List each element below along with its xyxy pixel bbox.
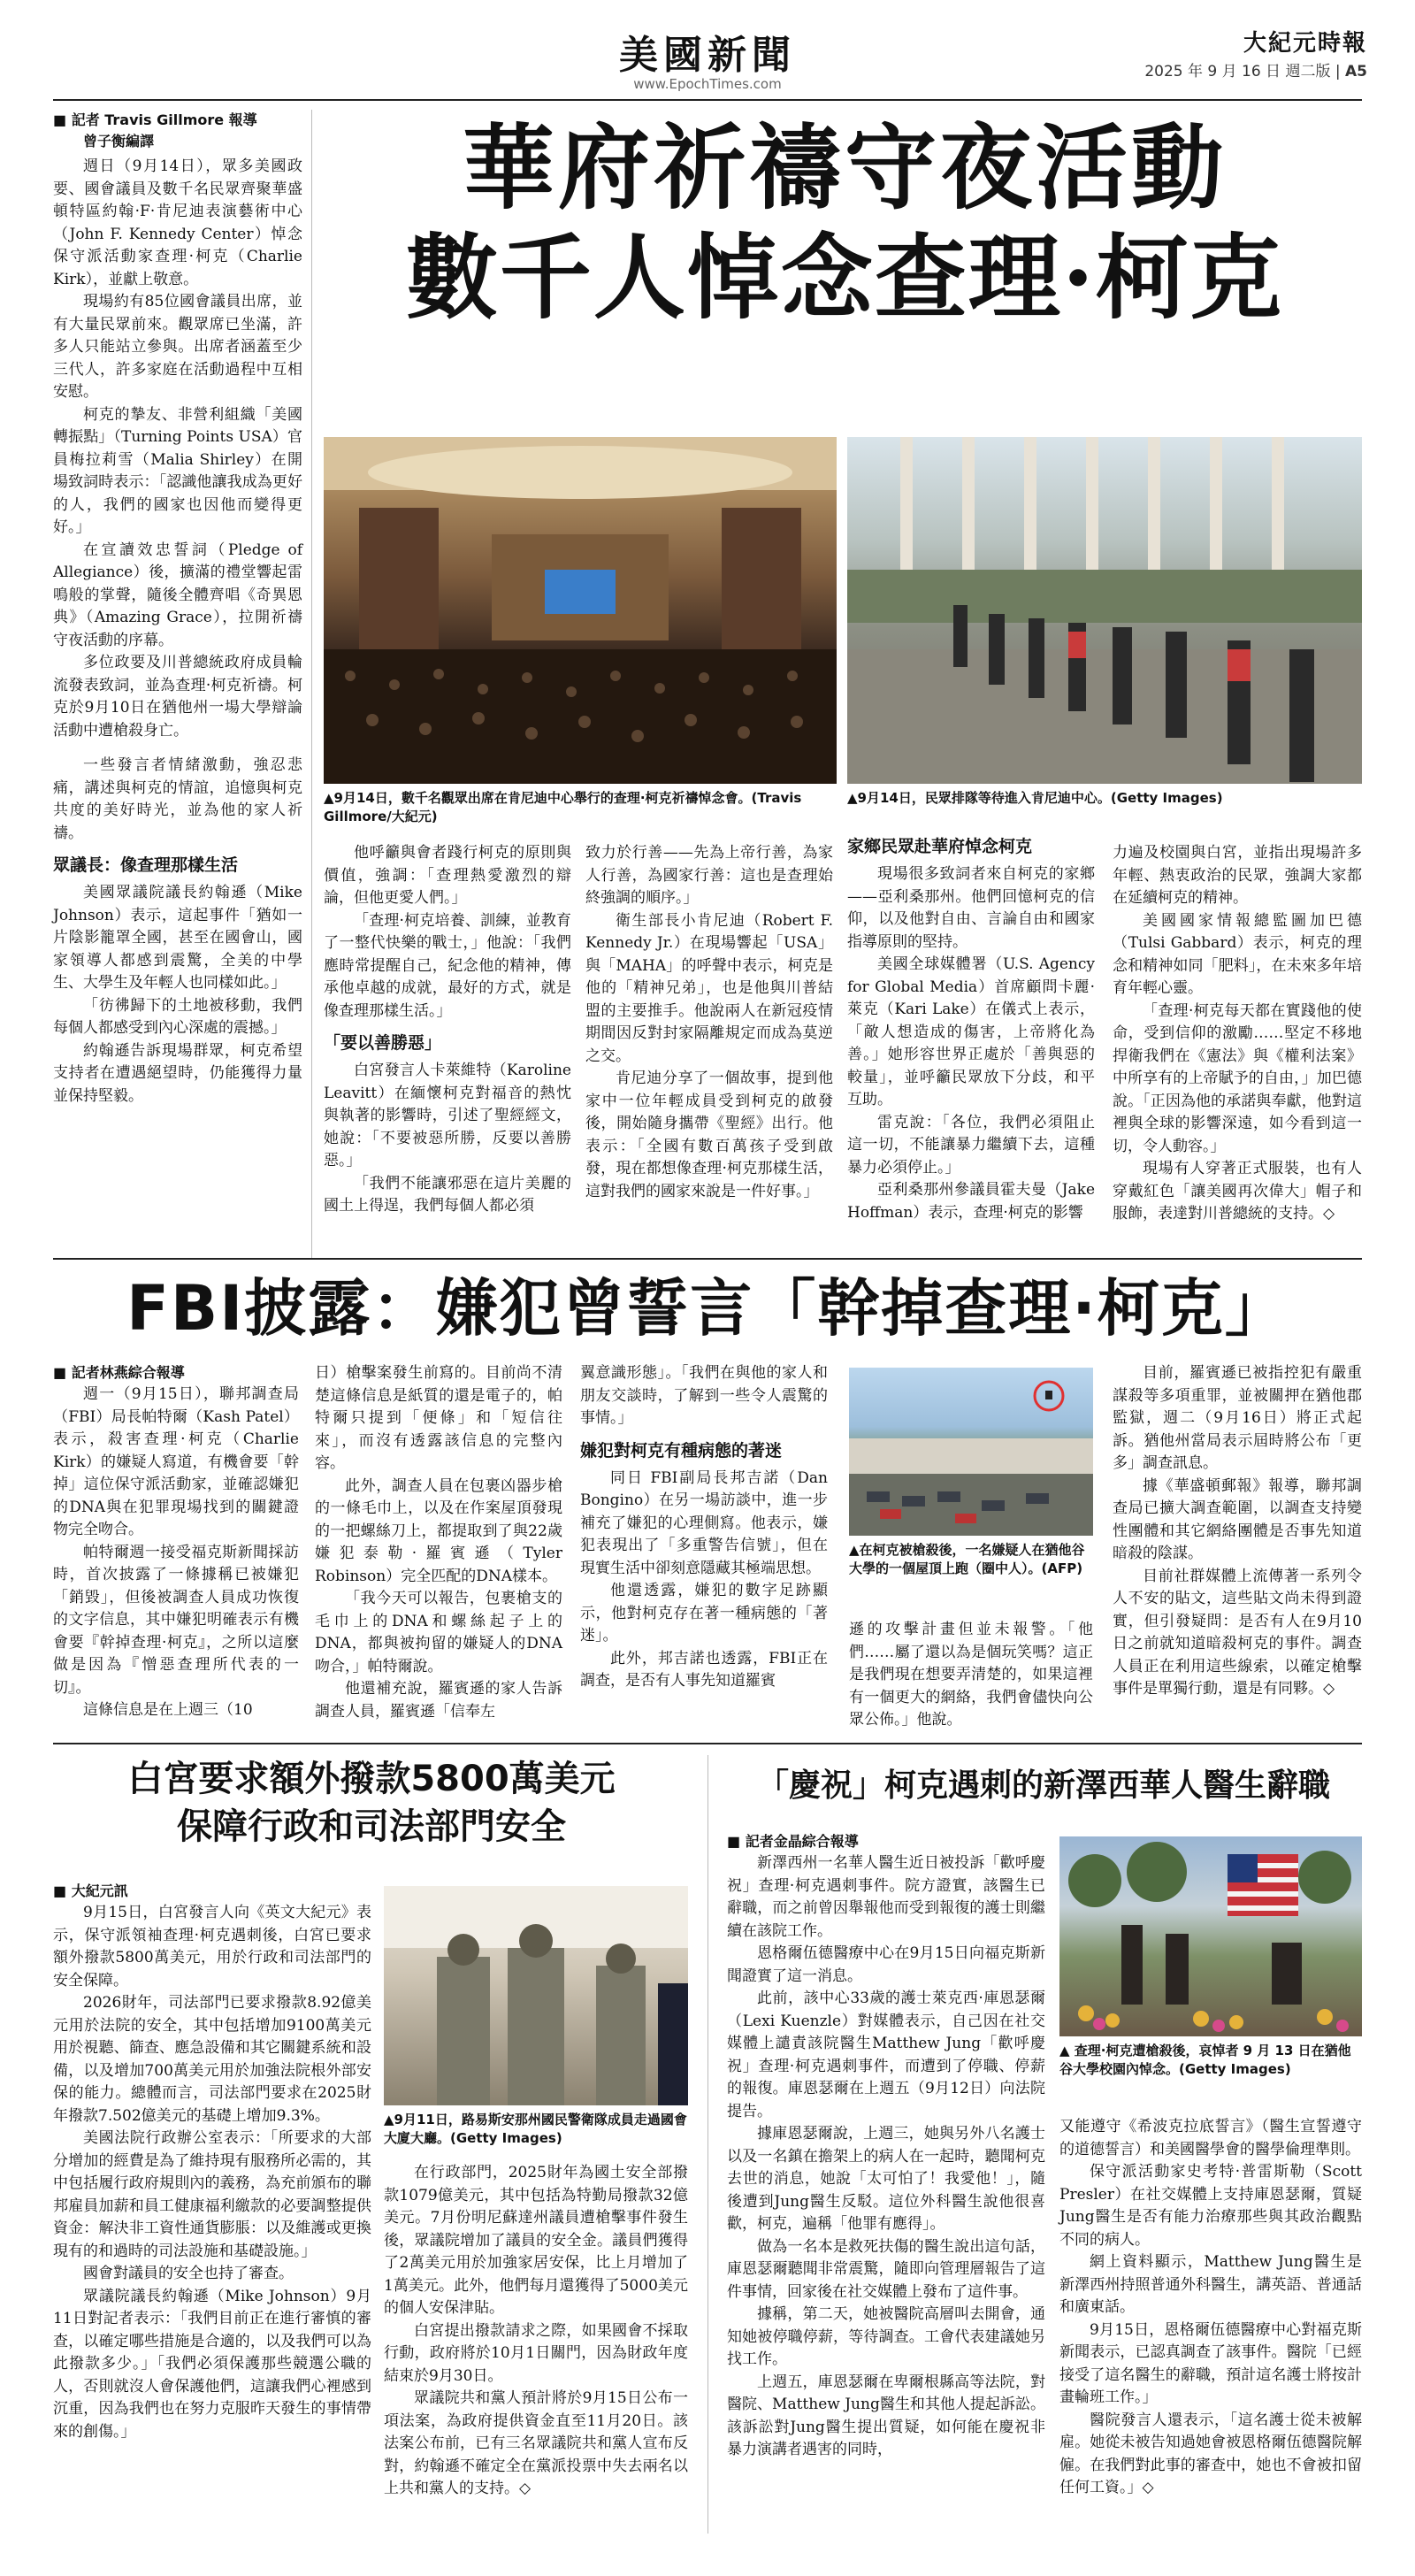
section-title: 美國新聞 bbox=[619, 33, 796, 78]
a1-para: 力遍及校園與白宮，並指出現場許多年輕、熱衷政治的民眾，強調大家都在延續柯克的精神。 bbox=[1113, 844, 1362, 907]
a1-caption-1: ▲9月14日，數千名觀眾出席在肯尼迪中心舉行的查理·柯克祈禱悼念會。(Travis Gillmore/大紀元) bbox=[324, 790, 802, 824]
a4-para: 新澤西州一名華人醫生近日被投訴「歡呼慶祝」查理·柯克遇刺事件。院方證實，該醫生已辭職，而之前曾因舉報他而受到報復的護士則繼續在該院工作。 bbox=[727, 1854, 1045, 1940]
a1-translator: 曾子衡編譯 bbox=[83, 133, 155, 150]
a2-para: 他還透露，嫌犯的數字足跡顯示，他對柯克存在著一種病態的「著迷」。 bbox=[580, 1582, 828, 1644]
a1-para: 衛生部長小肯尼迪（Robert F. Kennedy Jr.）在現場響起「USA」與「MAHA」的呼聲中表示，柯克是他的「精神兄弟」，也是他與川普結盟的主要推手。他說兩人在新冠疫情期間因反對封家隔離規定而成為莫逆之交。 bbox=[585, 911, 833, 1065]
a1-para: 肯尼迪分享了一個故事，提到他家中一位年輕成員受到柯克的啟發後，開始隨身攜帶《聖經》出行。他表示：「全國有數百萬孩子受到啟發，現在都想像查理·柯克那樣生活，這對我們的國家來說是一件好事。」 bbox=[585, 1070, 833, 1200]
a1-para: 美國全球媒體署（U.S. Agency for Global Media）首席顧問卡麗·萊克（Kari Lake）在儀式上表示，「敵人想造成的傷害，上帝將化為善。」她形容世界正處於「善與惡的較量」，並呼籲民眾放下分歧，和平互助。 bbox=[847, 955, 1095, 1108]
a3-para: 眾議院共和黨人預計將於9月15日公布一項法案，為政府提供資金直至11月20日。該法案公布前，已有三名眾議院共和黨人宣布反對，約翰遜不確定全在黨派投票中失去兩名以上共和黨人的支持。◇ bbox=[384, 2389, 688, 2497]
a3-para: 美國法院行政辦公室表示：「所要求的大部分增加的經費是為了維持現有服務所必需的，其中包括履行政府規則內的義務，為充前頒布的聯邦雇員加薪和員工健康福利繳款的必要調整提供資金：解決非工資性通貨膨脹：以及維護或更換現有的和過時的司法設施和基礎設施。」 bbox=[53, 2129, 371, 2260]
a4-byline: ■ 記者金晶綜合報導 bbox=[727, 1833, 859, 1850]
a4-para: 做為一名本是救死扶傷的醫生說出這句話，庫恩瑟爾聽聞非常震驚，隨即向管理層報告了這件事情，回家後在社交媒體上發布了這件事。 bbox=[727, 2237, 1045, 2301]
a2-para: 遜的攻擊計畫但並未報警。「他們……屬了還以為是個玩笑嗎？這正是我們現在想要弄清楚的，如果這裡有一個更大的網絡，我們會儘快向公眾公佈。」他說。 bbox=[849, 1621, 1093, 1729]
a4-col1 bbox=[727, 1831, 1045, 2462]
a1-para: 致力於行善——先為上帝行善，為家人行善，為國家行善：這也是查理始終強調的順序。」 bbox=[585, 844, 833, 907]
date-text: 2025 年 9 月 16 日 週二版 bbox=[1144, 63, 1331, 80]
a4-headline: 「慶祝」柯克遇刺的新澤西華人醫生辭職 bbox=[756, 1767, 1330, 1804]
issue-date: 2025 年 9 月 16 日 週二版 | A5 bbox=[1144, 63, 1367, 80]
a3-col2 bbox=[384, 2162, 688, 2501]
a1-para: 「我們不能讓邪惡在這片美麗的國土上得逞，我們每個人都必須 bbox=[324, 1174, 571, 1215]
page-number: A5 bbox=[1345, 63, 1367, 80]
a2-para: 此外，邦吉諾也透露，FBI正在調查，是否有人事先知道羅賓 bbox=[580, 1649, 828, 1690]
a1-subhead-3: 家鄉民眾赴華府悼念柯克 bbox=[847, 837, 1033, 856]
a4-para: 9月15日，恩格爾伍德醫療中心對福克斯新聞表示，已認真調查了該事件。醫院「已經接受了這名醫生的辭職，預計這名護士將按計畫輪班工作。」 bbox=[1059, 2320, 1362, 2406]
site-url: www.EpochTimes.com bbox=[633, 76, 782, 92]
a4-para: 醫院發言人還表示，「這名護士從未被解雇。她從未被告知過她會被恩格爾伍德醫院解僱。在我們對此事的審查中，她也不會被扣留任何工資。」◇ bbox=[1059, 2411, 1362, 2496]
a2-photo-rooftop bbox=[849, 1368, 1093, 1536]
a2-para: 他還補充說，羅賓遜的家人告訴調查人員，羅賓遜「信奉左 bbox=[315, 1680, 562, 1721]
a2-para: 「我今天可以報告，包裹槍支的毛巾上的DNA和螺絲起子上的DNA，都與被拘留的嫌疑人的DNA吻合，」帕特爾說。 bbox=[315, 1590, 562, 1675]
a2-caption: ▲在柯克被槍殺後，一名嫌疑人在猶他谷大學的一個屋頂上跑（圈中人）。(AFP) bbox=[849, 1542, 1085, 1576]
a1-photo-queue bbox=[847, 437, 1362, 784]
a1-left-column bbox=[53, 110, 302, 1108]
a3-byline: ■ 大紀元訊 bbox=[53, 1882, 128, 1899]
a2-para: 日）槍擊案發生前寫的。目前尚不清楚這條信息是紙質的還是電子的，帕特爾只提到「便條」和「短信往來」，而沒有透露該信息的完整內容。 bbox=[315, 1364, 562, 1472]
a1-headline-2: 數千人悼念查理·柯克 bbox=[405, 223, 1284, 332]
a4-col2 bbox=[1059, 2116, 1362, 2500]
a2-col2 bbox=[315, 1362, 562, 1723]
a4-photo-memorial bbox=[1059, 1836, 1362, 2036]
a1-caption-2: ▲9月14日，民眾排隊等待進入肯尼迪中心。(Getty Images) bbox=[847, 790, 1223, 806]
header-rule bbox=[53, 99, 1362, 101]
divider-1 bbox=[53, 1258, 1362, 1260]
a1-photo-kennedy-center bbox=[324, 437, 837, 784]
a4-para: 上週五，庫恩瑟爾在卑爾根縣高等法院，對醫院、Matthew Jung醫生和其他人提起訴訟。該訴訟對Jung醫生提出質疑，如何能在慶祝非暴力演講者遇害的同時， bbox=[727, 2373, 1045, 2458]
a1-para: 現場有人穿著正式服裝，也有人穿戴紅色「讓美國再次偉大」帽子和服飾，表達對川普總統的支持。◇ bbox=[1113, 1160, 1362, 1223]
a2-para: 這條信息是在上週三（10 bbox=[83, 1701, 253, 1719]
a4-para: 又能遵守《希波克拉底誓言》（醫生宣誓遵守的道德誓言）和美國醫學會的醫學倫理準則。 bbox=[1059, 2118, 1362, 2158]
a3-para: 國會對議員的安全也持了審查。 bbox=[83, 2265, 294, 2282]
a1-para: 多位政要及川普總統政府成員輪流發表致詞，並為查理·柯克祈禱。柯克於9月10日在猶他州一場大學辯論活動中遭槍殺身亡。 bbox=[53, 654, 302, 740]
a4-para: 恩格爾伍德醫療中心在9月15日向福克斯新聞證實了這一消息。 bbox=[727, 1944, 1045, 1985]
a2-col4 bbox=[849, 1619, 1093, 1732]
a1-para: 約翰遜告訴現場群眾，柯克希望支持者在遭遇絕望時，仍能獲得力量並保持堅毅。 bbox=[53, 1041, 302, 1105]
a1-byline: ■ 記者 Travis Gillmore 報導 bbox=[53, 111, 257, 128]
a2-col3 bbox=[580, 1362, 828, 1693]
a2-para: 目前，羅賓遜已被指控犯有嚴重謀殺等多項重罪，並被關押在猶他郡監獄，週二（9月16日）將正式起訴。猶他州當局表示屆時將公布「更多」調查訊息。 bbox=[1113, 1364, 1362, 1472]
a1-para: 白宮發言人卡萊維特（Karoline Leavitt）在緬懷柯克對福音的熱忱與執著的影響時，引述了聖經經文，她說：「不要被惡所勝，反要以善勝惡。」 bbox=[324, 1062, 571, 1169]
a1-para: 在宣讀效忠誓詞（Pledge of Allegiance）後，擴滿的禮堂響起雷鳴般的掌聲，隨後全體齊唱《奇異恩典》（Amazing Grace），拉開祈禱守夜活動的序幕。 bbox=[53, 540, 302, 649]
a2-para: 帕特爾週一接受福克斯新聞採訪時，首次披露了一條據稱已被嫌犯「銷毀」，但後被調查人員成功恢復的文字信息，其中嫌犯明確表示有機會要『幹掉查理·柯克』，之所以這麼做是因為『憎惡查理所代表的一切』。 bbox=[53, 1543, 299, 1697]
a2-para: 據《華盛頓郵報》報導，聯邦調查局已擴大調查範圍，以調查支持變性團體和其它網絡團體是否事先知道暗殺的陰謀。 bbox=[1113, 1476, 1362, 1562]
a2-para: 目前社群媒體上流傳著一系列令人不安的貼文，這些貼文尚未得到證實，但引發疑問：是否有人在9月10日之前就知道暗殺柯克的事件。調查人員正在利用這些線索，以確定槍擊事件是單獨行動，還是有同夥。◇ bbox=[1113, 1567, 1362, 1698]
a2-para: 翼意識形態」。「我們在與他的家人和朋友交談時，了解到一些令人震驚的事情。」 bbox=[580, 1364, 828, 1427]
a3-headline-2: 保障行政和司法部門安全 bbox=[177, 1806, 566, 1847]
a1-para: 亞利桑那州參議員霍夫曼（Jake Hoffman）表示，查理·柯克的影響 bbox=[847, 1181, 1095, 1222]
a1-para: 他呼籲與會者踐行柯克的原則與價值，強調：「查理熱愛激烈的辯論，但他更愛人們。」 bbox=[324, 844, 571, 907]
a3-para: 2026財年，司法部門已要求撥款8.92億美元用於法院的安全，其中包括增加9100萬美元用於視聽、篩查、應急設備和其它關鍵系統和設備，以及增加700萬美元用於加強法院根外部安保的能力。總體而言，司法部門要求在2025財年撥款7.502億美元的基礎上增加9.3%。 bbox=[53, 1994, 371, 2125]
a4-caption: ▲ 查理·柯克遭槍殺後，哀悼者 9 月 13 日在猶他谷大學校園內悼念。(Getty Images) bbox=[1059, 2043, 1351, 2077]
a1-para: 「查理·柯克培養、訓練，並教育了一整代快樂的戰士，」他說：「我們應時常提醒自己，紀念他的精神，傳承他卓越的成就，最好的方式，就是像查理那樣生活。」 bbox=[324, 911, 571, 1020]
a4-para: 此前，該中心33歲的護士萊克西·庫恩瑟爾（Lexi Kuenzle）對媒體表示，自己因在社交媒體上譴責該院醫生Matthew Jung「歡呼慶祝」查理·柯克遇刺事件，而遭到了停職、停薪的報復。庫恩瑟爾在上週五（9月12日）向法院提告。 bbox=[727, 1990, 1045, 2120]
a2-col5 bbox=[1113, 1362, 1362, 1701]
a1-para: 美國國家情報總監圖加巴德（Tulsi Gabbard）表示，柯克的理念和精神如同「肥料」，在未來多年培育年輕心靈。 bbox=[1113, 911, 1362, 997]
a3-para: 眾議院議長約翰遜（Mike Johnson）9月11日對記者表示：「我們目前正在進行審慎的審查，以確定哪些措施是合適的，以及我們可以為此撥款多少。」「我們必須保護那些競選公職的人，否則就沒人會保護他們，這讓我們心裡感到沉重，因為我們也在努力克服昨天發生的事情帶來的創傷。」 bbox=[53, 2287, 371, 2441]
a3-para: 9月15日，白宮發言人向《英文大紀元》表示，保守派領袖查理·柯克遇刺後，白宮已要求額外撥款5800萬美元，用於行政和司法部門的安全保障。 bbox=[53, 1904, 371, 1990]
a1-headline-1: 華府祈禱守夜活動 bbox=[462, 113, 1227, 222]
a3-caption: ▲9月11日，路易斯安那州國民警衛隊成員走過國會大廈大廳。(Getty Images) bbox=[384, 2112, 687, 2146]
a1-para: 現場約有85位國會議員出席，並有大量民眾前來。觀眾席已坐滿，許多人只能站立參與。出席者涵蓋至少三代人，許多家庭在活動過程中互相安慰。 bbox=[53, 293, 302, 401]
a2-para: 同日 FBI副局長邦吉諾（Dan Bongino）在另一場訪談中，進一步補充了嫌犯的心理側寫。他表示，嫌犯表現出了「多重警告信號」，但在現實生活中卻刻意隱藏其極端思想。 bbox=[580, 1468, 828, 1577]
paper-logo: 大紀元時報 bbox=[1243, 30, 1367, 57]
a3-para: 白宮提出撥款請求之際，如果國會不採取行動，政府將於10月1日關門，因為財政年度結束於9月30日。 bbox=[384, 2321, 688, 2385]
a1-para: 柯克的摯友、非營利組織「美國轉振點」（Turning Points USA）官員梅拉莉雪（Malia Shirley）在開場致詞時表示：「認識他讓我成為更好的人，我們的國家也因他而變得更好。」 bbox=[53, 405, 302, 536]
a1-subhead-2: 「要以善勝惡」 bbox=[324, 1033, 442, 1053]
a4-para: 據稱，第二天，她被醫院高層叫去開會，通知她被停職停薪，等待調查。工會代表建議她另找工作。 bbox=[727, 2305, 1045, 2368]
a1-para: 「彷彿歸下的土地被移動，我們每個人都感受到內心深處的震撼。」 bbox=[53, 996, 302, 1037]
divider-2 bbox=[53, 1743, 1362, 1744]
a1-para: 「查理·柯克每天都在實踐他的使命，受到信仰的激勵……堅定不移地捍衛我們在《憲法》與《權利法案》中所享有的上帝賦予的自由，」加巴德說。「正因為他的承諾與奉獻，他對這裡與全球的影響深遠，如今看到這一切，令人動容。」 bbox=[1113, 1001, 1362, 1155]
a1-col4 bbox=[847, 835, 1095, 1224]
a4-para: 據庫恩瑟爾說，上週三，她與另外八名護士以及一名鎮在擔架上的病人在一起時，聽聞柯克去世的消息，她說「太可怕了！我愛他！」，隨後遭到Jung醫生反駁。這位外科醫生說他很喜歡，柯克，遍稱「他罪有應得」。 bbox=[727, 2125, 1045, 2233]
a1-para: 週日（9月14日），眾多美國政要、國會議員及數千名民眾齊聚華盛頓特區約翰·F·肯尼迪表演藝術中心（John F. Kennedy Center）悼念保守派活動家查理·柯克（Charlie Kirk），並獻上敬意。 bbox=[53, 157, 302, 288]
a1-col2 bbox=[324, 842, 571, 1218]
a1-col5 bbox=[1113, 842, 1362, 1226]
a1-para: 現場很多致詞者來自柯克的家鄉——亞利桑那州。他們回憶柯克的信仰，以及他對自由、言論自由和國家指導原則的堅持。 bbox=[847, 865, 1095, 951]
a3-col1 bbox=[53, 1881, 371, 2443]
a1-para: 一些發言者情緒激動，強忍悲痛，講述與柯克的情誼，追憶與柯克共度的美好時光，並為他的家人祈禱。 bbox=[53, 756, 302, 842]
a3-photo-guards bbox=[384, 1886, 688, 2105]
a2-para: 此外，調查人員在包裹凶器步槍的一條毛巾上，以及在作案屋頂發現的一把螺絲刀上，都提取到了與22歲嫌犯泰勒·羅賓遜（Tyler Robinson）完全匹配的DNA樣本。 bbox=[315, 1476, 562, 1585]
a4-para: 網上資料顯示，Matthew Jung醫生是新澤西州持照普通外科醫生，講英語、普通話和廣東話。 bbox=[1059, 2253, 1362, 2316]
a2-byline: ■ 記者林燕綜合報導 bbox=[53, 1364, 185, 1381]
a1-para: 美國眾議院議長約翰遜（Mike Johnson）表示，這起事件「猶如一片陰影籠罩全國，甚至在國會山，國家領導人都感到震驚，全美的中學生、大學生及年輕人也同樣如此。」 bbox=[53, 884, 302, 992]
a1-col3 bbox=[585, 842, 833, 1203]
a3-headline-1: 白宮要求額外撥款5800萬美元 bbox=[127, 1759, 616, 1799]
a2-headline: FBI披露：嫌犯曾誓言「幹掉查理·柯克」 bbox=[126, 1272, 1289, 1345]
a2-col1 bbox=[53, 1362, 299, 1722]
a1-col-rule bbox=[311, 110, 312, 1260]
a1-subhead-1: 眾議長：像查理那樣生活 bbox=[53, 855, 239, 875]
a2-para: 週一（9月15日），聯邦調查局（FBI）局長帕特爾（Kash Patel）表示，殺害查理·柯克（Charlie Kirk）的嫌疑人寫道，有機會要「幹掉」這位保守派活動家，並確認嫌犯的DNA與在犯罪現場找到的關鍵證物完全吻合。 bbox=[53, 1385, 299, 1538]
a4-para: 保守派活動家史考特·普雷斯勒（Scott Presler）在社交媒體上支持庫恩瑟爾，質疑Jung醫生是否有能力治療那些與其政治觀點不同的病人。 bbox=[1059, 2163, 1362, 2249]
a2-subhead: 嫌犯對柯克有種病態的著迷 bbox=[580, 1440, 783, 1460]
a3-para: 在行政部門，2025財年為國土安全部撥款1079億美元，其中包括為特勤局撥款32億美元。7月份明尼蘇達州議員遭槍擊事件發生後，眾議院增加了議員的安全金。議員們獲得了2萬美元用於加強家居安保，比上月增加了1萬美元。此外，他們每月還獲得了5000美元的個人安保津貼。 bbox=[384, 2164, 688, 2317]
a1-para: 雷克說：「各位，我們必須阻止這一切，不能讓暴力繼續下去，這種暴力必須停止。」 bbox=[847, 1113, 1095, 1177]
